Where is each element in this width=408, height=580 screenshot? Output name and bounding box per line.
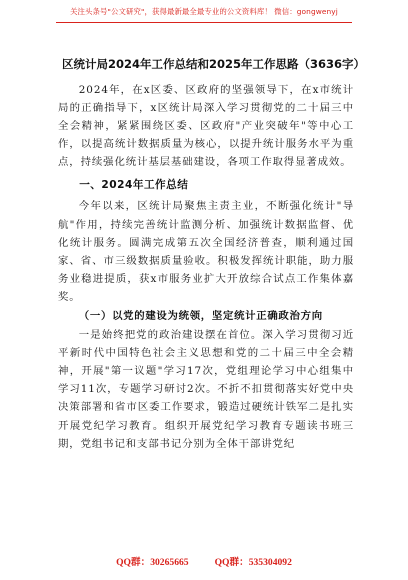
footer-contact [0,554,408,568]
subsection-party-building-paragraph: 一是始终把党的政治建设摆在首位。深入学习贯彻习近平新时代中国特色社会主义思想和党的二十届三中全会精神，开展"第一议题"学习17次，党组理论学习中心组集中学习11次，专题学习研讨2次。不折不扣贯彻落实好党中央决策部署和省市区委工作要求，锻造过硬统计铁军二是扎实开展党纪学习教育。组织开展党纪学习教育专题读书班三期，党组书记和支部书记分别为全体干部讲党纪 [58,329,354,450]
subsection-heading-party-building: （一）以党的建设为统领，坚定统计正确政治方向 [78,310,323,323]
document-page [58,56,366,453]
section-summary-paragraph: 今年以来，区统计局聚焦主责主业，不断强化统计"导航"作用，持续完善统计监测分析、加强统计数据监督、优化统计服务。圆满完成第五次全国经济普查，顺利通过国家、省、市三级数据质量验收。积极发挥统计职能，助力服务业稳进提质，获x市服务业扩大开放综合试点工作集体嘉奖。 [58,200,354,303]
intro-paragraph: 2024年，在x区委、区政府的坚强领导下，在x市统计局的正确指导下，x区统计局深入学习贯彻党的二十届三中全会精神，紧紧围绕区委、区政府"产业突破年"等中心工作，以提高统计数据质量为核心，以提升统计服务水平为重点，持续强化统计基层基础建设，各项工作取得显著成效。 [58,84,354,169]
header-divider [56,22,352,23]
header-banner: 关注头条号"公文研究"，获得最新最全最专业的公文资料库！ 微信：gongwenyj [70,7,338,16]
document-title: 区统计局2024年工作总结和2025年工作思路（3636字） [62,57,366,71]
section-heading-summary: 一、2024年工作总结 [79,179,189,192]
footer-qq-group-1: QQ群：30265665 [116,557,189,568]
footer-qq-group-2: QQ群：535304092 [214,557,292,568]
